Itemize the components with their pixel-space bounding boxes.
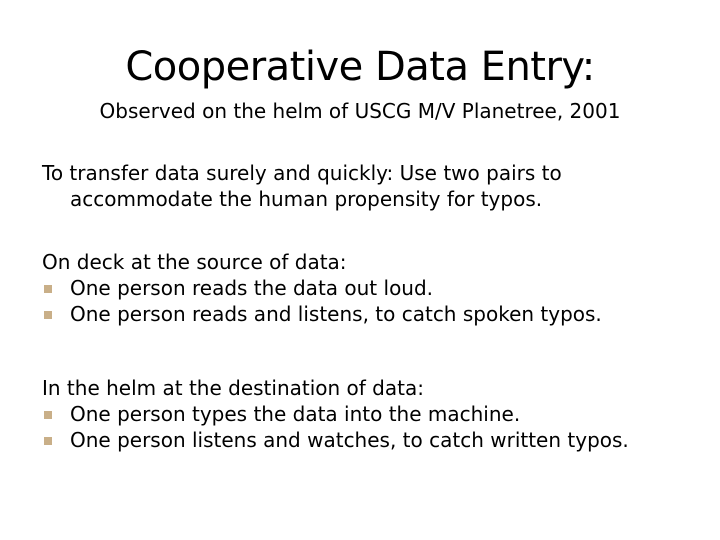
list-item <box>42 401 712 427</box>
list-item-text: One person types the data into the machine. <box>70 402 521 426</box>
intro-line-1: To transfer data surely and quickly: Use two pairs to <box>42 161 562 185</box>
section-heading: On deck at the source of data: <box>42 250 347 274</box>
section-destination <box>42 375 712 453</box>
list-item-text: One person listens and watches, to catch written typos. <box>70 428 629 452</box>
list-item <box>42 301 712 327</box>
list-item <box>42 275 712 301</box>
section-heading: In the helm at the destination of data: <box>42 376 424 400</box>
list-item-text: One person reads the data out loud. <box>70 276 434 300</box>
section-source <box>42 249 712 327</box>
square-bullet-icon <box>44 437 52 445</box>
intro-line-2: accommodate the human propensity for typos. <box>70 187 543 211</box>
list-item <box>42 427 712 453</box>
square-bullet-icon <box>44 411 52 419</box>
slide-subtitle: Observed on the helm of USCG M/V Planetree, 2001 <box>99 99 621 123</box>
square-bullet-icon <box>44 285 52 293</box>
list-item-text: One person reads and listens, to catch spoken typos. <box>70 302 602 326</box>
slide-title: Cooperative Data Entry: <box>125 44 595 90</box>
intro-paragraph <box>42 160 712 212</box>
square-bullet-icon <box>44 311 52 319</box>
